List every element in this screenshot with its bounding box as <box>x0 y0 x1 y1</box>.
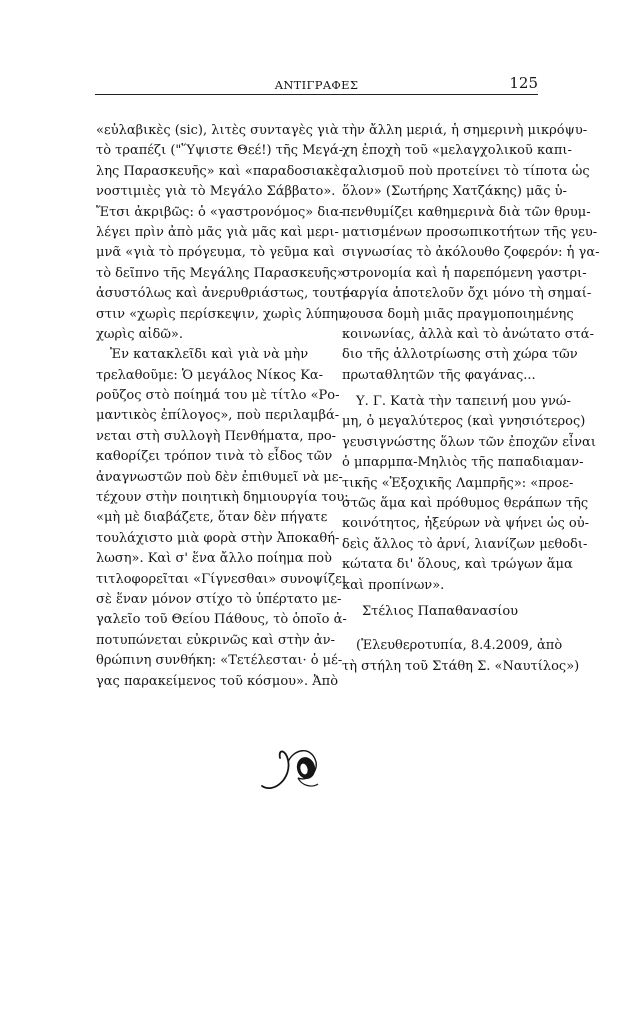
text-line: πρωταθλητῶν τῆς φαγάνας... <box>342 367 536 383</box>
text-line: μη, ὁ μεγαλύτερος (καὶ γνησιότερος) <box>342 414 586 430</box>
text-line: καθορίζει τρόπον τινὰ τὸ εἶδος τῶν <box>96 449 333 465</box>
text-line: ὁ μπαρμπα-Μηλιὸς τῆς παπαδιαμαν- <box>342 455 584 471</box>
text-line: χωρὶς αἰδῶ». <box>96 326 184 342</box>
page-number: 125 <box>509 74 538 92</box>
text-line: Ἔτσι ἀκριβῶς: ὁ «γαστρονόμος» δια- <box>96 204 344 220</box>
running-header <box>95 72 538 95</box>
text-line: κώτατα δι' ὅλους, καὶ τρώγων ἅμα <box>342 557 573 573</box>
text-line: διο τῆς ἀλλοτρίωσης στὴ χώρα τῶν <box>342 347 578 363</box>
author-signature: Στέλιος Παπαθανασίου <box>361 603 519 619</box>
text-line: Υ. Γ. Κατὰ τὴν ταπεινή μου γνώ- <box>356 394 571 410</box>
text-line: ματισμένων προσωπικοτήτων τῆς γευ- <box>342 224 598 240</box>
text-line: λωση». Καὶ σ' ἕνα ἄλλο ποίημα ποὺ <box>96 551 332 567</box>
text-line: νοστιμιὲς γιὰ τὸ Μεγάλο Σάββατο». <box>96 184 336 200</box>
text-line: στῶς ἅμα καὶ πρόθυμος θεράπων τῆς <box>342 496 589 512</box>
text-line: τρελαθοῦμε: Ὁ μεγάλος Νίκος Κα- <box>96 367 324 383</box>
running-title: ΑΝΤΙΓΡΑΦΕΣ <box>274 78 359 92</box>
text-line: «εὐλαβικὲς (sic), λιτὲς συνταγὲς γιὰ <box>96 123 339 138</box>
text-line: γας παρακείμενος τοῦ κόσμου». Ἀπὸ <box>96 673 339 689</box>
text-line: μνᾶ «γιὰ τὸ πρόγευμα, τὸ γεῦμα καὶ <box>96 245 335 261</box>
text-line: τιτλοφορεῖται «Γίγνεσθαι» συνοψίζει <box>96 571 347 587</box>
right-column <box>342 121 600 677</box>
text-line: τικῆς «Ἐξοχικῆς Λαμπρῆς»: «προε- <box>342 475 574 491</box>
text-line: ροῦζος στὸ ποίημά του μὲ τίτλο «Ρο- <box>96 388 340 404</box>
text-line: δεὶς ἄλλος τὸ ἀρνί, λιανίζων μεθοδι- <box>342 536 588 552</box>
text-line: Ἐν κατακλεῖδι καὶ γιὰ νὰ μὴν <box>110 347 309 363</box>
text-line: ποτυπώνεται εὐκρινῶς καὶ στὴν ἀν- <box>96 632 335 648</box>
left-column <box>96 121 354 692</box>
text-line: χη ἐποχὴ τοῦ «μελαγχολικοῦ καπι- <box>342 143 572 159</box>
floral-ornament-icon <box>258 742 324 794</box>
text-line: τὴν ἄλλη μεριά, ἡ σημερινὴ μικρόψυ- <box>342 123 588 138</box>
text-line: θρώπινη συνθήκη: «Τετέλεσται· ὁ μέ- <box>96 653 343 669</box>
text-line: κοινωνίας, ἀλλὰ καὶ τὸ ἀνώτατο στά- <box>342 326 594 342</box>
text-line: «μὴ μὲ διαβάζετε, ὅταν δὲν πήγατε <box>96 510 328 526</box>
text-line: τουλάχιστο μιὰ φορὰ στὴν Ἀποκαθή- <box>96 530 340 546</box>
text-line: ταλισμοῦ ποὺ προτείνει τὸ τίποτα ὡς <box>342 163 590 179</box>
text-line: καὶ προπίνων». <box>342 577 445 593</box>
source-citation: (Ἐλευθεροτυπία, 8.4.2009, ἀπὸ <box>356 638 563 654</box>
text-line: νουσα δομὴ μιᾶς πραγμοποιημένης <box>342 306 574 322</box>
text-line: πενθυμίζει καθημερινὰ διὰ τῶν θρυμ- <box>342 204 591 220</box>
text-line: σὲ ἕναν μόνον στίχο τὸ ὑπέρτατο με- <box>96 591 342 607</box>
text-line: τὸ τραπέζι ("Ὕψιστε Θεέ!) τῆς Μεγά- <box>96 143 344 159</box>
text-line: μαργία ἀποτελοῦν ὄχι μόνο τὴ σημαί- <box>342 286 592 302</box>
text-line: μαντικὸς ἐπίλογος», ποὺ περιλαμβά- <box>96 408 340 424</box>
text-line: γαλεῖο τοῦ Θείου Πάθους, τὸ ὁποῖο ἀ- <box>96 612 347 628</box>
text-line: λέγει πρὶν ἀπὸ μᾶς γιὰ μᾶς καὶ μερι- <box>96 224 339 240</box>
text-line: στιν «χωρὶς περίσκεψιν, χωρὶς λύπην, <box>96 306 351 322</box>
text-line: τὸ δεῖπνο τῆς Μεγάλης Παρασκευῆς» <box>96 265 345 281</box>
text-line: λης Παρασκευῆς» καὶ «παραδοσιακὲς <box>96 163 348 179</box>
text-line: γευσιγνώστης ὅλων τῶν ἐποχῶν εἶναι <box>342 434 596 450</box>
text-line: νεται στὴ συλλογὴ Πενθήματα, προ- <box>96 428 337 444</box>
text-line: ἀσυστόλως καὶ ἀνερυθριάστως, τουτέ- <box>96 286 354 302</box>
text-line: τέχουν στὴν ποιητικὴ δημιουργία του: <box>96 490 349 506</box>
text-line: στρονομία καὶ ἡ παρεπόμενη γαστρι- <box>342 265 587 281</box>
text-line: κοινότητος, ἠξεύρων νὰ ψήνει ὡς οὐ- <box>342 516 589 532</box>
text-line: σιγνωσίας τὸ ἀκόλουθο ζοφερόν: ἡ γα- <box>342 245 600 261</box>
text-line: ἀναγνωστῶν ποὺ δὲν ἐπιθυμεῖ νὰ με- <box>96 469 343 485</box>
text-line: ὅλον» (Σωτήρης Χατζάκης) μᾶς ὑ- <box>342 184 567 200</box>
source-citation: τὴ στήλη τοῦ Στάθη Σ. «Ναυτίλος») <box>342 658 580 674</box>
